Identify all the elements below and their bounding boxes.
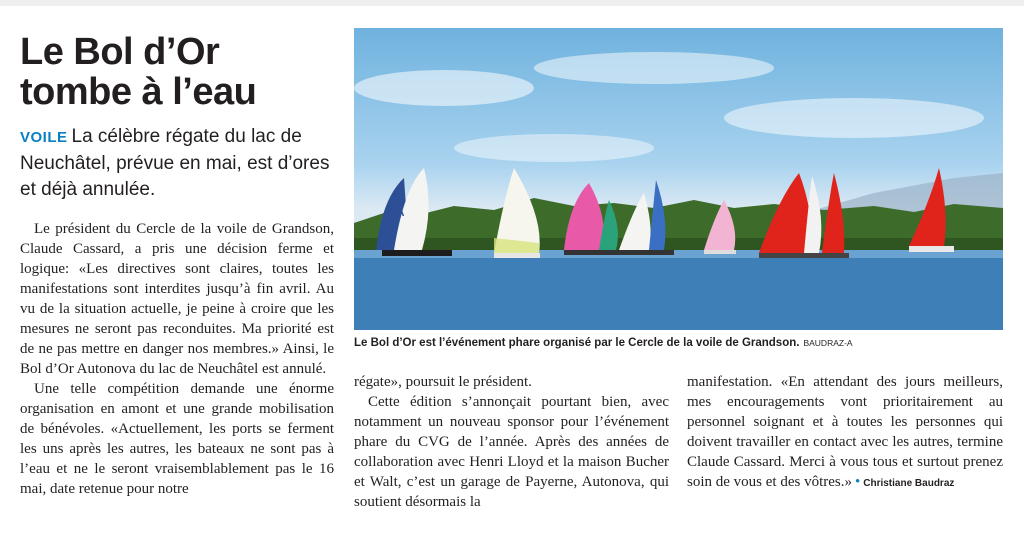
lede-text: La célèbre régate du lac de Neuchâtel, prévue en mai, est d’ores et déjà annulée. [20, 126, 330, 200]
article-author: Christiane Baudraz [863, 478, 955, 489]
paragraph-3-start: Cette édition s’annonçait pourtant bien, avec notamment un nouveau sponsor pour l’événement phare du CVG de l’année. Après des années de collaboration avec Henri Lloyd et la maison Bucher et Walt, c’est un garage de Payerne, Autonova, qui soutient désormais la [354, 394, 669, 510]
rubric-label: VOILE [20, 129, 68, 146]
paragraph-3-end [687, 372, 1003, 494]
article-lede [20, 124, 340, 203]
regatta-photo [354, 28, 1003, 330]
article-column-3 [687, 372, 1003, 494]
photo-illustration [354, 28, 1003, 330]
paragraph-1: Le président du Cercle de la voile de Grandson, Claude Cassard, a pris une décision ferme et logique: «Les directives sont claires, toutes les manifestations sont interdites jusqu’à fin avril. Au vu de la situation actuelle, je peine à croire que les mesures ne seront pas reconduites. Ma priorité est de ne pas mettre en danger nos membres.» Ainsi, le Bol d’Or Autonova du lac de Neuchâtel est annulé. [20, 221, 334, 377]
author-dot: • [854, 474, 861, 490]
article-headline: Le Bol d’Or tombe à l’eau [20, 31, 257, 113]
sail-text: GA [388, 207, 405, 219]
paragraph-3-end-text: manifestation. «En attendant des jours meilleurs, mes encouragements vont prioritairement au personnel soignant et à toutes les personnes qui doivent travailler en contact avec les autres, termine Claude Cassard. Merci à vous tous et surtout prenez soin de vous et des vôtres.» [687, 374, 1003, 490]
article-column-1 [20, 219, 334, 499]
article-column-2 [354, 372, 669, 512]
caption-text: Le Bol d’Or est l’événement phare organisé par le Cercle de la voile de Grandson. [354, 337, 800, 349]
paragraph-2-end: régate», poursuit le président. [354, 374, 532, 390]
photo-caption [354, 337, 1003, 349]
paragraph-2-start: Une telle compétition demande une énorme organisation en amont et une grande mobilisation de bénévoles. «Actuellement, les ports se ferment les uns après les autres, les bateaux ne sont pas à l’eau et ne le seront vraisemblablement pas le 16 mai, date retenue pour notre [20, 381, 334, 497]
page-top-rule [0, 0, 1024, 6]
photo-credit: BAUDRAZ-A [803, 338, 853, 348]
